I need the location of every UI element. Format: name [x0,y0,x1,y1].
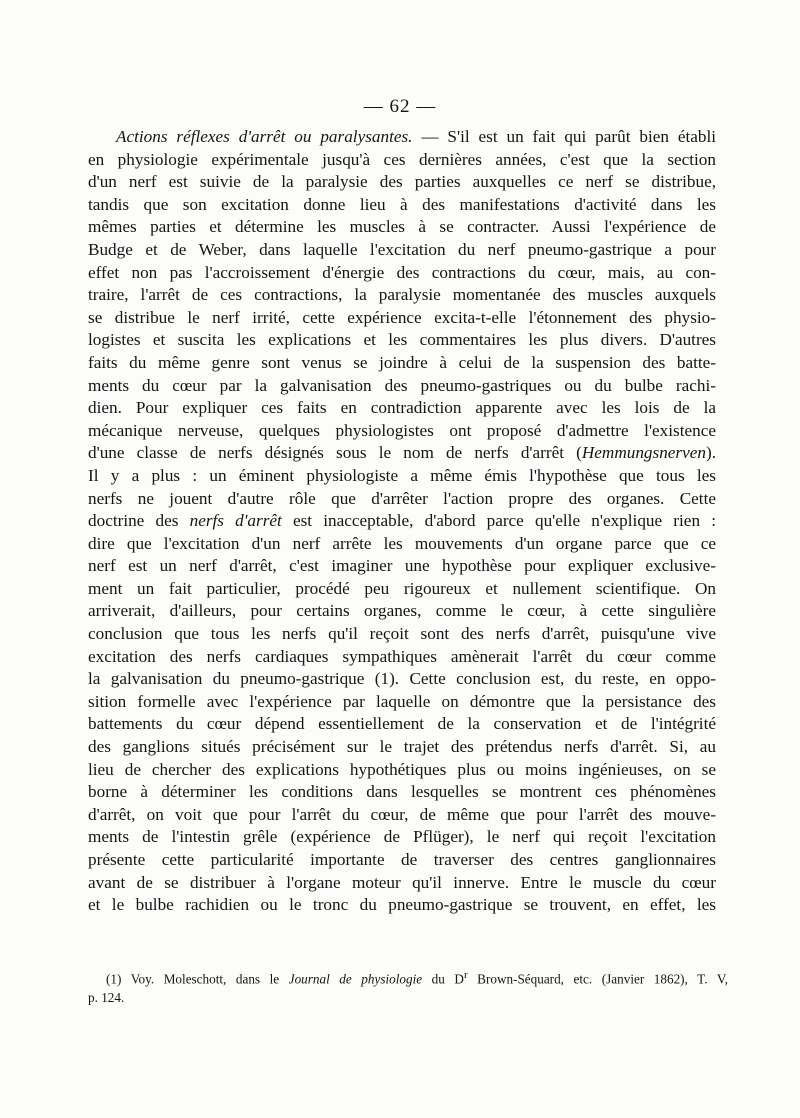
paragraph-line: en physiologie expérimentale jusqu'à ces dernières années, c'est que la section [88,149,716,169]
paragraph-line [88,510,716,533]
footnote-line [88,966,728,988]
hemmungsnerven-italic: Hemmungsnerven [581,443,706,463]
paragraph-line: lieu de chercher des explications hypothétiques plus ou moins ingénieuses, on se [88,759,716,779]
line-text: doctrine des [88,511,190,531]
line-text: ). [705,443,716,463]
paragraph-line: présente cette particularité importante de traverser des centres ganglionnaires [88,850,716,869]
paragraph-line: avant de se distribuer à l'organe moteur qu'il innerve. Entre le muscle du cœur [88,872,716,892]
nerfs-arret-italic: nerfs d'arrêt [189,511,282,531]
footnote [88,966,728,1007]
paragraph-line: d'un nerf est suivie de la paralysie des parties auxquelles ce nerf se distribue, [88,172,716,192]
paragraph-line: mécanique nerveuse, quelques physiologistes ont proposé d'admettre l'existence [88,420,716,440]
paragraph-line: des ganglions situés précisément sur le trajet des prétendus nerfs d'arrêt. Si, au [88,737,716,757]
paragraph-line: arriverait, d'ailleurs, pour certains organes, comme le cœur, à cette singulière [88,601,716,621]
paragraph-line: d'arrêt, on voit que pour l'arrêt du cœur, de même que pour l'arrêt des mouve- [88,804,716,824]
paragraph-line: ments de l'intestin grêle (expérience de Pflüger), le nerf qui reçoit l'excitation [88,827,716,847]
paragraph-line: traire, l'arrêt de ces contractions, la paralysie momentanée des muscles auxquels [88,285,716,305]
paragraph-line-text: — S'il est un fait qui parût bien établi [412,127,717,146]
paragraph-line: borne à déterminer les conditions dans lesquelles se montrent ces phénomènes [88,782,716,802]
paragraph-line: Budge et de Weber, dans laquelle l'excitation du nerf pneumo-gastrique a pour [88,239,716,259]
journal-title-italic: Journal de physiologie [288,971,423,987]
paragraph-line: battements du cœur dépend essentiellement de la conservation et de l'intégrité [88,714,716,734]
paragraph-line: se distribue le nerf irrité, cette expérience excita-t-elle l'étonnement des physio- [88,307,716,327]
footnote-superscript: r [463,969,468,981]
footnote-text: du D [422,971,464,987]
paragraph-line: ments du cœur par la galvanisation des pneumo-gastriques ou du bulbe rachi- [88,375,716,395]
line-text: est inacceptable, d'abord parce qu'elle n'explique rien : [281,511,716,531]
paragraph-line: nerfs ne jouent d'autre rôle que d'arrêter l'action propre des organes. Cette [88,488,716,508]
paragraph-line: excitation des nerfs cardiaques sympathiques amènerait l'arrêt du cœur comme [88,646,716,666]
footnote-text: Brown-Séquard, etc. (Janvier 1862), T. V, [467,971,728,987]
paragraph-line: sition formelle avec l'expérience par laquelle on démontre que la persistance des [88,691,716,711]
paragraph-line: tandis que son excitation donne lieu à des manifestations d'activité dans les [88,194,716,214]
paragraph-line: Il y a plus : un éminent physiologiste a même émis l'hypothèse que tous les [88,465,716,485]
main-paragraph [88,126,716,917]
page-number: — 62 — [363,96,437,117]
paragraph-line: effet non pas l'accroissement d'énergie des contractions du cœur, mais, au con- [88,262,716,282]
paragraph-line: conclusion que tous les nerfs qu'il reçoit sont des nerfs d'arrêt, puisqu'une vive [88,624,716,644]
line-text: d'une classe de nerfs désignés sous le nom de nerfs d'arrêt ( [88,443,582,463]
paragraph-line: mêmes parties et détermine les muscles à se contracter. Aussi l'expérience de [88,217,716,237]
footnote-text: (1) Voy. Moleschott, dans le [106,971,289,987]
paragraph-line: ment un fait particulier, procédé peu rigoureux et nullement scientifique. On [88,578,716,598]
footnote-line: p. 124. [88,990,125,1006]
paragraph-line: faits du même genre sont venus se joindre à celui de la suspension des batte- [88,352,716,372]
paragraph-line [88,442,716,465]
paragraph-line: dien. Pour expliquer ces faits en contradiction apparente avec les lois de la [88,398,716,418]
paragraph-line: nerf est un nerf d'arrêt, c'est imaginer une hypothèse pour expliquer exclusive- [88,556,716,576]
paragraph-line: la galvanisation du pneumo-gastrique (1). Cette conclusion est, du reste, en oppo- [88,669,716,689]
paragraph-line: dire que l'excitation d'un nerf arrête les mouvements d'un organe parce que ce [88,533,716,553]
paragraph-line [88,126,716,149]
section-heading-italic: Actions réflexes d'arrêt ou paralysantes. [116,127,413,146]
paragraph-line: logistes et suscita les explications et les commentaires les plus divers. D'autres [88,330,716,350]
paragraph-line: et le bulbe rachidien ou le tronc du pneumo-gastrique se trouvent, en effet, les [88,895,716,915]
